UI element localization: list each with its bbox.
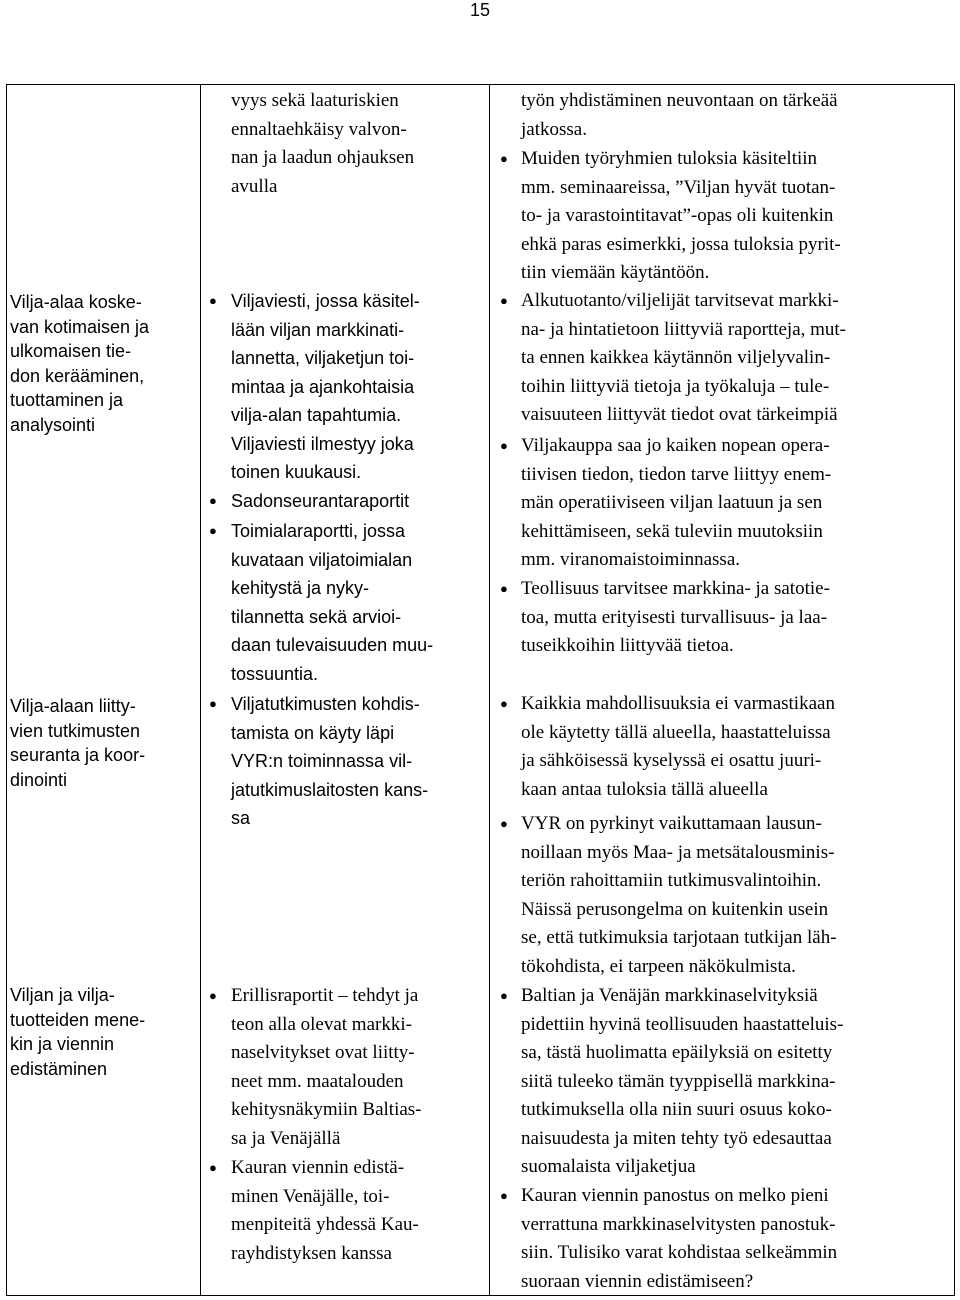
category-text-line: edistäminen [10,1058,108,1079]
text-line: sa, tästä huolimatta epäilyksiä on esitetty [521,1042,833,1063]
bullet-item [500,982,844,1182]
bullet-icon: ● [500,988,508,1003]
text-line: verrattuna markkinaselvitysten panostuk- [521,1213,836,1235]
text-line: Kaikkia mahdollisuuksia ei varmastikaan [521,693,835,714]
category-text-line: don kerääminen, [10,365,145,386]
text-line: mm. viranomaistoiminnassa. [521,549,741,570]
bullet-icon: ● [500,816,508,831]
text-line: jatkossa. [521,118,587,140]
text-line: toa, mutta erityisesti turvallisuus- ja laa- [521,606,828,628]
text-line: VYR on pyrkinyt vaikuttamaan lausun- [521,813,822,834]
category-text-line: vien tutkimusten [10,720,141,741]
bullet-icon: ● [500,293,508,308]
category-text-line: tuotteiden mene- [10,1009,146,1030]
text-line: rayhdistyksen kanssa [231,1242,392,1264]
text-line: Kauran viennin panostus on melko pieni [521,1185,829,1206]
text-line: avulla [231,175,278,197]
text-line: kehitystä ja nyky- [231,578,370,598]
bullet-icon: ● [500,581,508,596]
text-line: Teollisuus tarvitsee markkina- ja satotie- [521,578,830,599]
text-line: vaisuuteen liittyvät tiedot ovat tärkeimpiä [521,404,838,425]
results-column [498,0,950,1300]
text-line: minen Venäjälle, toi- [231,1185,390,1207]
bullet-icon: ● [209,293,217,308]
text-line: tutkimuksella olla niin suuri osuus koko- [521,1099,832,1120]
text-line: tamista on käyty läpi [231,722,395,743]
category-text-line: analysointi [10,414,96,435]
text-line: ja sähköisessä kyselyssä ei osattu juuri- [521,750,822,771]
category-text-line: Viljan ja vilja- [10,985,115,1005]
bullet-item [209,982,422,1153]
text-line: Baltian ja Venäjän markkinaselvityksiä [521,985,818,1006]
text-line: tiivisen tiedon, tiedon tarve liittyy enem- [521,463,832,485]
bullet-icon: ● [209,493,217,508]
text-line: ta ennen kaikkea käytännön viljelyvalin- [521,347,831,368]
category-cell [10,983,195,1081]
text-line: mm. seminaareissa, ”Viljan hyvät tuotan- [521,176,836,198]
column-divider-1 [200,84,201,1296]
bullet-item [500,810,837,981]
text-line: naselvitykset ovat liitty- [231,1042,415,1063]
text-line: kehittämiseen, sekä tuleviin muutoksiin [521,520,823,542]
text-line: siitä tuleeko tämän tyyppisellä markkina- [521,1070,836,1092]
text-line: lannetta, viljaketjun toi- [231,348,415,368]
text-line: VYR:n toiminnassa vil- [231,751,413,771]
text-line: Viljaviesti, jossa käsitel- [231,291,420,311]
table-left-border [6,84,7,1296]
bullet-icon: ● [500,1188,508,1203]
bullet-icon: ● [500,438,508,453]
text-line: ole käytetty tällä alueella, haastatteluissa [521,721,831,743]
text-continuation [521,87,838,144]
category-text-line: tuottaminen ja [10,390,124,410]
category-text-line: Vilja-alaan liitty- [10,696,136,716]
text-line: tiin viemään käytäntöön. [521,262,710,283]
text-line: se, että tutkimuksia tarjotaan tutkijan läh- [521,927,837,948]
text-line: kehitysnäkymiin Baltias- [231,1099,422,1120]
bullet-icon: ● [500,696,508,711]
bullet-icon: ● [209,696,217,711]
text-line: Toimialaraportti, jossa [231,521,406,541]
text-line: kuvataan viljatoimialan [231,549,413,570]
bullet-icon: ● [500,151,508,166]
bullet-item [500,432,832,575]
text-line: Näissä perusongelma on kuitenkin usein [521,898,829,920]
category-text-line: Vilja-alaa koske- [10,292,142,312]
text-line: naisuudesta ja miten tehty työ edesauttaa [521,1127,832,1149]
category-text-line: kin ja viennin [10,1034,115,1054]
text-line: Viljaviesti ilmestyy joka [231,433,414,454]
text-line: teriön rahoittamiin tutkimusvalintoihin. [521,870,822,891]
text-line: siin. Tulisiko varat kohdistaa selkeämmin [521,1242,838,1263]
text-line: Kauran viennin edistä- [231,1157,405,1178]
text-line: tossuuntia. [231,663,319,684]
text-line: jatutkimuslaitosten kans- [231,779,429,800]
bullet-item [209,1154,419,1268]
text-line: sa [231,808,251,828]
text-line: sa ja Venäjällä [231,1127,341,1149]
text-line: kaan antaa tuloksia tällä alueella [521,778,768,800]
bullet-item [500,145,841,288]
text-line: vilja-alan tapahtumia. [231,405,402,425]
text-line: Muiden työryhmien tuloksia käsiteltiin [521,148,818,169]
text-line: nan ja laadun ohjauksen [231,147,415,168]
text-line: neet mm. maatalouden [231,1070,404,1092]
bullet-item [500,287,847,430]
text-line: Viljatutkimusten kohdis- [231,694,420,714]
bullet-icon: ● [209,1160,217,1175]
text-line: tilannetta sekä arvioi- [231,606,402,627]
text-line: daan tulevaisuuden muu- [231,635,434,655]
bullet-item [209,287,420,487]
text-line: noillaan myös Maa- ja metsätalousminis- [521,841,835,863]
text-line: tuseikkoihin liittyvää tietoa. [521,635,734,656]
bullet-item [209,487,410,516]
page-number: 15 [469,0,491,20]
bullet-item [209,690,429,833]
text-line: mintaa ja ajankohtaisia [231,376,415,397]
text-line: teon alla olevat markki- [231,1013,412,1035]
text-line: na- ja hintatietoon liittyviä raportteja, mut- [521,318,847,340]
text-line: ehkä paras esimerkki, jossa tuloksia pyrit- [521,233,841,255]
bullet-item [500,690,835,804]
text-line: Alkutuotanto/viljelijät tarvitsevat markki- [521,290,839,311]
category-text-line: seuranta ja koor- [10,745,146,765]
text-line: toihin liittyviä tietoja ja työkaluja – tule- [521,375,830,397]
text-continuation [231,87,414,201]
category-cell [10,290,195,437]
table-right-border [954,84,955,1296]
text-line: vyys sekä laaturiskien [231,90,399,111]
text-line: toinen kuukausi. [231,462,362,482]
text-line: suoraan viennin edistämiseen? [521,1270,754,1292]
text-line: suomalaista viljaketjua [521,1156,696,1177]
text-line: lään viljan markkinati- [231,319,405,340]
text-line: menpiteitä yhdessä Kau- [231,1214,419,1235]
bullet-icon: ● [209,523,217,538]
text-line: pidettiin hyvinä teollisuuden haastatteluis- [521,1013,844,1035]
bullet-item [500,1182,838,1296]
measures-column [208,0,486,1300]
bullet-icon: ● [209,988,217,1003]
text-line: työn yhdistäminen neuvontaan on tärkeää [521,90,838,111]
column-divider-2 [489,84,490,1296]
category-text-line: ulkomaisen tie- [10,341,132,361]
text-line: Viljakauppa saa jo kaiken nopean opera- [521,435,830,456]
text-line: Erillisraportit – tehdyt ja [231,985,419,1006]
category-text-line: dinointi [10,769,68,790]
text-line: to- ja varastointitavat”-opas oli kuitenkin [521,205,834,226]
bullet-item [500,575,830,661]
text-line: Sadonseurantaraportit [231,491,410,511]
text-line: ennaltaehkäisy valvon- [231,118,407,140]
bullet-item [209,517,434,688]
text-line: män operatiiviseen viljan laatuun ja sen [521,492,823,513]
text-line: tökohdista, ei tarpeen näkökulmista. [521,955,796,977]
category-cell [10,694,195,792]
category-text-line: van kotimaisen ja [10,316,150,337]
